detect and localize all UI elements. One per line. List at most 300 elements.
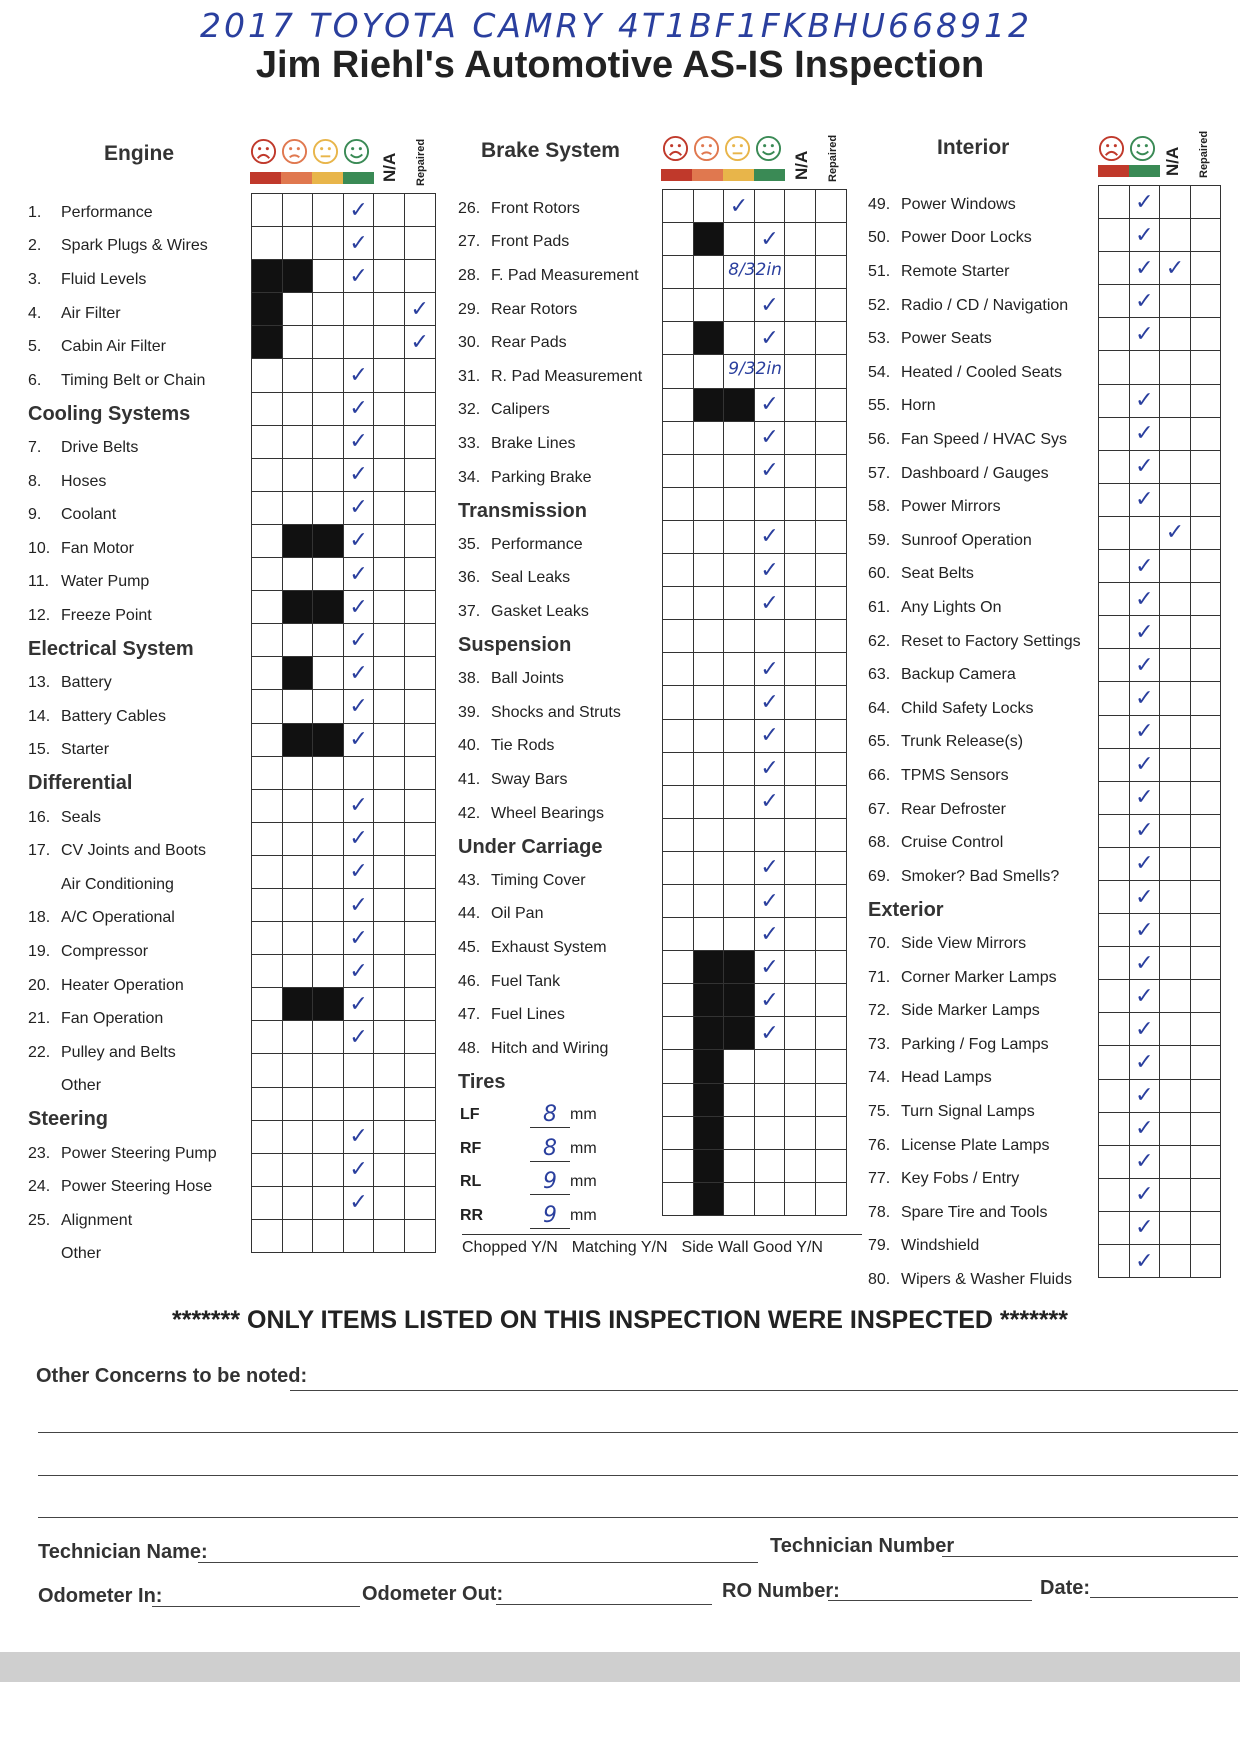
rating-cell[interactable]: [343, 392, 374, 425]
rating-cell[interactable]: [1099, 516, 1130, 549]
rating-cell[interactable]: [282, 1219, 313, 1252]
rating-cell[interactable]: [282, 756, 313, 789]
rating-cell[interactable]: [815, 951, 846, 984]
rating-cell[interactable]: [282, 425, 313, 458]
rating-cell[interactable]: [1160, 550, 1191, 583]
rating-cell[interactable]: [785, 951, 816, 984]
rating-cell[interactable]: [252, 1120, 283, 1153]
rating-cell[interactable]: [815, 918, 846, 951]
rating-cell[interactable]: [252, 789, 283, 822]
rating-cell[interactable]: [1099, 318, 1130, 351]
other-concerns-line-2[interactable]: [38, 1432, 1238, 1433]
rating-cell[interactable]: [785, 653, 816, 686]
rating-cell[interactable]: [374, 491, 405, 524]
rating-cell[interactable]: [313, 1054, 344, 1087]
rating-cell[interactable]: [282, 624, 313, 657]
rating-cell[interactable]: [313, 624, 344, 657]
rating-cell[interactable]: [815, 818, 846, 851]
rating-cell[interactable]: [374, 690, 405, 723]
rating-cell[interactable]: [724, 1116, 755, 1149]
rating-cell[interactable]: [374, 227, 405, 260]
rating-cell[interactable]: [815, 223, 846, 256]
rating-cell[interactable]: [754, 785, 785, 818]
rating-cell[interactable]: [815, 1050, 846, 1083]
rating-cell[interactable]: [754, 653, 785, 686]
rating-cell[interactable]: [313, 458, 344, 491]
rating-cell[interactable]: [785, 1017, 816, 1050]
rating-cell[interactable]: [313, 293, 344, 326]
rating-cell[interactable]: [1099, 715, 1130, 748]
rating-cell[interactable]: [374, 558, 405, 591]
rating-cell[interactable]: [282, 690, 313, 723]
rating-cell[interactable]: [343, 723, 374, 756]
rating-cell[interactable]: [815, 1116, 846, 1149]
rating-cell[interactable]: [1129, 252, 1160, 285]
rating-cell[interactable]: [313, 1087, 344, 1120]
rating-cell[interactable]: [374, 425, 405, 458]
rating-cell[interactable]: [663, 785, 694, 818]
rating-cell[interactable]: [724, 1050, 755, 1083]
rating-cell[interactable]: [724, 752, 755, 785]
rating-cell[interactable]: [343, 326, 374, 359]
rating-cell[interactable]: [754, 752, 785, 785]
rating-cell[interactable]: [754, 289, 785, 322]
ro-number-line[interactable]: [828, 1600, 1032, 1601]
rating-cell[interactable]: [1099, 219, 1130, 252]
rating-cell[interactable]: [282, 822, 313, 855]
rating-cell[interactable]: [313, 822, 344, 855]
rating-cell[interactable]: [663, 1116, 694, 1149]
rating-cell[interactable]: [404, 922, 435, 955]
rating-cell[interactable]: [374, 260, 405, 293]
rating-cell[interactable]: [282, 1120, 313, 1153]
rating-cell[interactable]: [693, 752, 724, 785]
rating-cell[interactable]: [252, 1219, 283, 1252]
rating-cell[interactable]: [1160, 450, 1191, 483]
rating-cell[interactable]: [343, 260, 374, 293]
rating-cell[interactable]: [754, 1149, 785, 1182]
rating-cell[interactable]: [404, 425, 435, 458]
rating-cell[interactable]: [1099, 980, 1130, 1013]
rating-cell[interactable]: [724, 520, 755, 553]
rating-cell[interactable]: [404, 756, 435, 789]
rating-cell[interactable]: [1190, 748, 1221, 781]
technician-number-line[interactable]: [942, 1556, 1238, 1557]
rating-cell[interactable]: [693, 884, 724, 917]
rating-cell[interactable]: [343, 425, 374, 458]
rating-cell[interactable]: [1190, 1079, 1221, 1112]
rating-cell[interactable]: [754, 851, 785, 884]
rating-cell[interactable]: [374, 458, 405, 491]
rating-cell[interactable]: [785, 454, 816, 487]
rating-cell[interactable]: [252, 1054, 283, 1087]
rating-cell[interactable]: [343, 955, 374, 988]
rating-cell[interactable]: [252, 888, 283, 921]
rating-cell[interactable]: [313, 260, 344, 293]
rating-cell[interactable]: [282, 458, 313, 491]
rating-cell[interactable]: [754, 454, 785, 487]
rating-cell[interactable]: [1190, 1046, 1221, 1079]
rating-cell[interactable]: [785, 686, 816, 719]
rating-cell[interactable]: [374, 955, 405, 988]
rating-cell[interactable]: [282, 491, 313, 524]
rating-cell[interactable]: [404, 1153, 435, 1186]
rating-cell[interactable]: [374, 194, 405, 227]
rating-cell[interactable]: [404, 524, 435, 557]
rating-cell[interactable]: [1160, 186, 1191, 219]
rating-cell[interactable]: [785, 223, 816, 256]
rating-cell[interactable]: [1190, 814, 1221, 847]
rating-cell[interactable]: [374, 756, 405, 789]
rating-cell[interactable]: [663, 256, 694, 289]
rating-cell[interactable]: [754, 818, 785, 851]
rating-cell[interactable]: [724, 355, 782, 388]
rating-cell[interactable]: [313, 955, 344, 988]
rating-cell[interactable]: [374, 591, 405, 624]
rating-cell[interactable]: [404, 1087, 435, 1120]
rating-cell[interactable]: [252, 690, 283, 723]
rating-cell[interactable]: [1160, 1013, 1191, 1046]
rating-cell[interactable]: [815, 190, 846, 223]
rating-cell[interactable]: [343, 1087, 374, 1120]
rating-cell[interactable]: [252, 822, 283, 855]
rating-cell[interactable]: [815, 653, 846, 686]
rating-cell[interactable]: [1160, 417, 1191, 450]
rating-cell[interactable]: [343, 1153, 374, 1186]
rating-cell[interactable]: [1160, 583, 1191, 616]
rating-cell[interactable]: [374, 1054, 405, 1087]
rating-cell[interactable]: [343, 888, 374, 921]
other-concerns-line-3[interactable]: [38, 1475, 1238, 1476]
rating-cell[interactable]: [1160, 947, 1191, 980]
rating-cell[interactable]: [693, 653, 724, 686]
rating-cell[interactable]: [404, 723, 435, 756]
rating-cell[interactable]: [1190, 384, 1221, 417]
rating-cell[interactable]: [1190, 483, 1221, 516]
rating-cell[interactable]: [252, 624, 283, 657]
rating-cell[interactable]: [1190, 285, 1221, 318]
rating-cell[interactable]: [754, 322, 785, 355]
rating-cell[interactable]: [785, 884, 816, 917]
rating-cell[interactable]: [1190, 417, 1221, 450]
rating-cell[interactable]: [313, 1120, 344, 1153]
rating-cell[interactable]: [693, 587, 724, 620]
rating-cell[interactable]: [785, 785, 816, 818]
rating-cell[interactable]: [374, 624, 405, 657]
rating-cell[interactable]: [1129, 715, 1160, 748]
rating-cell[interactable]: [1099, 550, 1130, 583]
rating-cell[interactable]: [1099, 1245, 1130, 1278]
rating-cell[interactable]: [374, 922, 405, 955]
rating-cell[interactable]: [815, 322, 846, 355]
rating-cell[interactable]: [343, 922, 374, 955]
rating-cell[interactable]: [693, 421, 724, 454]
rating-cell[interactable]: [374, 822, 405, 855]
rating-cell[interactable]: [724, 322, 755, 355]
rating-cell[interactable]: [754, 620, 785, 653]
rating-cell[interactable]: [404, 491, 435, 524]
rating-cell[interactable]: [724, 421, 755, 454]
rating-cell[interactable]: [1160, 285, 1191, 318]
rating-cell[interactable]: [1129, 351, 1160, 384]
rating-cell[interactable]: [815, 1182, 846, 1215]
rating-cell[interactable]: [374, 1021, 405, 1054]
rating-cell[interactable]: [663, 520, 694, 553]
rating-cell[interactable]: [343, 789, 374, 822]
rating-cell[interactable]: [1190, 351, 1221, 384]
rating-cell[interactable]: [313, 558, 344, 591]
rating-cell[interactable]: [754, 884, 785, 917]
rating-cell[interactable]: [313, 1021, 344, 1054]
rating-cell[interactable]: [282, 955, 313, 988]
rating-cell[interactable]: [785, 421, 816, 454]
rating-cell[interactable]: [1160, 880, 1191, 913]
rating-cell[interactable]: [374, 888, 405, 921]
rating-cell[interactable]: [785, 289, 816, 322]
rating-cell[interactable]: [754, 686, 785, 719]
rating-cell[interactable]: [1160, 649, 1191, 682]
rating-cell[interactable]: [1099, 186, 1130, 219]
rating-cell[interactable]: [1160, 252, 1191, 285]
rating-cell[interactable]: [1099, 1178, 1130, 1211]
rating-cell[interactable]: [785, 322, 816, 355]
rating-cell[interactable]: [1190, 550, 1221, 583]
rating-cell[interactable]: [815, 587, 846, 620]
rating-cell[interactable]: [754, 1017, 785, 1050]
rating-cell[interactable]: [404, 194, 435, 227]
rating-cell[interactable]: [313, 425, 344, 458]
rating-cell[interactable]: [785, 1116, 816, 1149]
rating-cell[interactable]: [815, 1017, 846, 1050]
rating-cell[interactable]: [1099, 847, 1130, 880]
rating-cell[interactable]: [754, 1050, 785, 1083]
rating-cell[interactable]: [1160, 1211, 1191, 1244]
rating-cell[interactable]: [343, 359, 374, 392]
rating-cell[interactable]: [1129, 980, 1160, 1013]
rating-cell[interactable]: [1129, 186, 1160, 219]
rating-cell[interactable]: [1190, 1178, 1221, 1211]
rating-cell[interactable]: [663, 322, 694, 355]
rating-cell[interactable]: [343, 624, 374, 657]
rating-cell[interactable]: [754, 421, 785, 454]
rating-cell[interactable]: [1190, 649, 1221, 682]
rating-cell[interactable]: [1099, 417, 1130, 450]
rating-cell[interactable]: [1129, 318, 1160, 351]
rating-cell[interactable]: [693, 818, 724, 851]
rating-cell[interactable]: [404, 1186, 435, 1219]
rating-cell[interactable]: [313, 657, 344, 690]
rating-cell[interactable]: [313, 227, 344, 260]
rating-cell[interactable]: [785, 984, 816, 1017]
rating-cell[interactable]: [282, 789, 313, 822]
rating-cell[interactable]: [404, 624, 435, 657]
rating-cell[interactable]: [1190, 682, 1221, 715]
rating-cell[interactable]: [343, 491, 374, 524]
rating-cell[interactable]: [1099, 285, 1130, 318]
rating-cell[interactable]: [785, 851, 816, 884]
rating-cell[interactable]: [663, 1083, 694, 1116]
rating-cell[interactable]: [374, 326, 405, 359]
rating-cell[interactable]: [1160, 318, 1191, 351]
rating-cell[interactable]: [343, 690, 374, 723]
rating-cell[interactable]: [663, 190, 694, 223]
rating-cell[interactable]: [1160, 1178, 1191, 1211]
rating-cell[interactable]: [313, 1186, 344, 1219]
rating-cell[interactable]: [252, 1021, 283, 1054]
rating-cell[interactable]: [693, 355, 724, 388]
rating-cell[interactable]: [663, 752, 694, 785]
rating-cell[interactable]: [1099, 1211, 1130, 1244]
rating-cell[interactable]: [343, 1054, 374, 1087]
rating-cell[interactable]: [1160, 814, 1191, 847]
rating-cell[interactable]: [1129, 748, 1160, 781]
rating-cell[interactable]: [1129, 516, 1160, 549]
rating-cell[interactable]: [1099, 1046, 1130, 1079]
rating-cell[interactable]: [1129, 384, 1160, 417]
rating-cell[interactable]: [754, 256, 785, 289]
rating-cell[interactable]: [815, 851, 846, 884]
rating-cell[interactable]: [1190, 781, 1221, 814]
rating-cell[interactable]: [1129, 483, 1160, 516]
rating-cell[interactable]: [1129, 219, 1160, 252]
rating-cell[interactable]: [1190, 219, 1221, 252]
rating-cell[interactable]: [785, 918, 816, 951]
rating-cell[interactable]: [282, 922, 313, 955]
rating-cell[interactable]: [343, 657, 374, 690]
rating-cell[interactable]: [1160, 914, 1191, 947]
rating-cell[interactable]: [1129, 1245, 1160, 1278]
rating-cell[interactable]: [282, 855, 313, 888]
odometer-in-line[interactable]: [152, 1606, 360, 1607]
rating-cell[interactable]: [313, 491, 344, 524]
rating-cell[interactable]: [313, 359, 344, 392]
rating-cell[interactable]: [724, 653, 755, 686]
rating-cell[interactable]: [754, 587, 785, 620]
rating-cell[interactable]: [815, 421, 846, 454]
rating-cell[interactable]: [252, 227, 283, 260]
rating-cell[interactable]: [754, 918, 785, 951]
rating-cell[interactable]: [785, 388, 816, 421]
rating-cell[interactable]: [785, 719, 816, 752]
rating-cell[interactable]: [785, 1149, 816, 1182]
rating-cell[interactable]: [1160, 1112, 1191, 1145]
rating-cell[interactable]: [404, 591, 435, 624]
rating-cell[interactable]: [404, 293, 435, 326]
rating-cell[interactable]: [282, 1021, 313, 1054]
rating-cell[interactable]: [252, 392, 283, 425]
rating-cell[interactable]: [663, 355, 694, 388]
rating-cell[interactable]: [374, 723, 405, 756]
rating-cell[interactable]: [785, 355, 816, 388]
rating-cell[interactable]: [663, 620, 694, 653]
rating-cell[interactable]: [724, 1083, 755, 1116]
rating-cell[interactable]: [1129, 1112, 1160, 1145]
rating-cell[interactable]: [1160, 980, 1191, 1013]
rating-cell[interactable]: [374, 1153, 405, 1186]
rating-cell[interactable]: [754, 719, 785, 752]
rating-cell[interactable]: [1160, 715, 1191, 748]
rating-cell[interactable]: [785, 620, 816, 653]
rating-cell[interactable]: [282, 293, 313, 326]
rating-cell[interactable]: [663, 454, 694, 487]
rating-cell[interactable]: [313, 194, 344, 227]
rating-cell[interactable]: [313, 1219, 344, 1252]
date-line[interactable]: [1090, 1597, 1238, 1598]
rating-cell[interactable]: [343, 293, 374, 326]
rating-cell[interactable]: [785, 1083, 816, 1116]
rating-cell[interactable]: [663, 719, 694, 752]
rating-cell[interactable]: [313, 1153, 344, 1186]
rating-cell[interactable]: [693, 520, 724, 553]
rating-cell[interactable]: [404, 690, 435, 723]
rating-cell[interactable]: [282, 1186, 313, 1219]
rating-cell[interactable]: [252, 955, 283, 988]
rating-cell[interactable]: [1129, 285, 1160, 318]
rating-cell[interactable]: [252, 657, 283, 690]
rating-cell[interactable]: [1190, 616, 1221, 649]
rating-cell[interactable]: [693, 620, 724, 653]
rating-cell[interactable]: [1190, 980, 1221, 1013]
rating-cell[interactable]: [404, 888, 435, 921]
rating-cell[interactable]: [1129, 417, 1160, 450]
rating-cell[interactable]: [815, 1149, 846, 1182]
rating-cell[interactable]: [404, 326, 435, 359]
rating-cell[interactable]: [663, 587, 694, 620]
rating-cell[interactable]: [404, 988, 435, 1021]
rating-cell[interactable]: [252, 855, 283, 888]
rating-cell[interactable]: [724, 587, 755, 620]
rating-cell[interactable]: [1160, 483, 1191, 516]
rating-cell[interactable]: [1160, 616, 1191, 649]
rating-cell[interactable]: [313, 855, 344, 888]
rating-cell[interactable]: [663, 487, 694, 520]
rating-cell[interactable]: [815, 355, 846, 388]
rating-cell[interactable]: [1099, 880, 1130, 913]
rating-cell[interactable]: [252, 591, 283, 624]
rating-cell[interactable]: [343, 458, 374, 491]
rating-cell[interactable]: [785, 520, 816, 553]
rating-cell[interactable]: [1099, 1112, 1130, 1145]
rating-cell[interactable]: [663, 223, 694, 256]
rating-cell[interactable]: [313, 789, 344, 822]
rating-cell[interactable]: [663, 289, 694, 322]
rating-cell[interactable]: [252, 1153, 283, 1186]
rating-cell[interactable]: [1099, 1079, 1130, 1112]
rating-cell[interactable]: [252, 524, 283, 557]
rating-cell[interactable]: [815, 884, 846, 917]
rating-cell[interactable]: [1190, 450, 1221, 483]
rating-cell[interactable]: [785, 818, 816, 851]
rating-cell[interactable]: [343, 1120, 374, 1153]
rating-cell[interactable]: [374, 392, 405, 425]
rating-cell[interactable]: [313, 922, 344, 955]
rating-cell[interactable]: [815, 388, 846, 421]
rating-cell[interactable]: [1099, 748, 1130, 781]
rating-cell[interactable]: [252, 194, 283, 227]
rating-cell[interactable]: [1129, 682, 1160, 715]
rating-cell[interactable]: [1160, 219, 1191, 252]
rating-cell[interactable]: [1099, 616, 1130, 649]
rating-cell[interactable]: [1190, 880, 1221, 913]
rating-cell[interactable]: [815, 1083, 846, 1116]
rating-cell[interactable]: [1129, 814, 1160, 847]
rating-cell[interactable]: [1190, 186, 1221, 219]
rating-cell[interactable]: [754, 1083, 785, 1116]
rating-cell[interactable]: [815, 554, 846, 587]
rating-cell[interactable]: [785, 487, 816, 520]
rating-cell[interactable]: [785, 752, 816, 785]
rating-cell[interactable]: [724, 818, 755, 851]
